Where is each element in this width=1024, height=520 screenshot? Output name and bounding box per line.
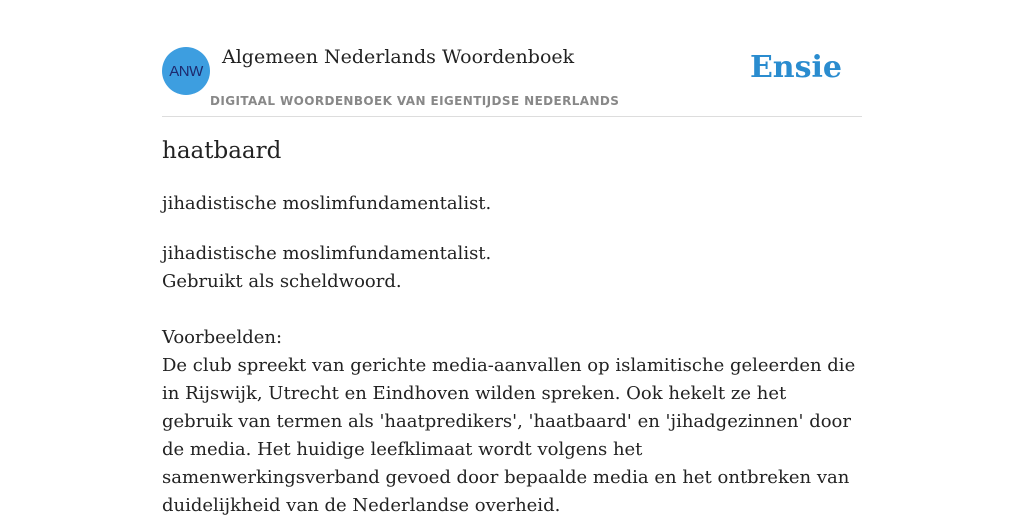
definition-text: jihadistische moslimfundamentalist. <box>162 243 492 264</box>
usage-note: Gebruikt als scheldwoord. <box>162 271 402 292</box>
short-definition: jihadistische moslimfundamentalist. <box>162 193 492 214</box>
spacer <box>162 296 862 324</box>
site-header <box>162 0 862 117</box>
anw-logo-text: ANW <box>169 62 203 80</box>
examples-label: Voorbeelden: <box>162 327 283 348</box>
full-definition <box>162 240 862 520</box>
site-title[interactable]: Algemeen Nederlands Woordenboek <box>222 46 575 68</box>
entry-headword: haatbaard <box>162 138 282 164</box>
anw-logo[interactable] <box>162 47 210 95</box>
ensie-brand-link[interactable]: Ensie <box>749 50 842 85</box>
site-subtitle: DIGITAAL WOORDENBOEK VAN EIGENTIJDSE NEDERLANDS <box>210 94 620 108</box>
page-container <box>162 0 862 516</box>
example-text: De club spreekt van gerichte media-aanvallen op islamitische geleerden die in Rijswijk, Utrecht en Eindhoven wilden spreken. Ook hekelt ze het gebruik van termen als 'haatpredikers', 'haatbaard' en 'jihadgezinnen' door de media. Het huidige leefklimaat wordt volgens het samenwerkingsverband gevoed door bepaalde media en het ontbreken van duidelijkheid van de Nederlandse overheid. <box>162 355 856 516</box>
